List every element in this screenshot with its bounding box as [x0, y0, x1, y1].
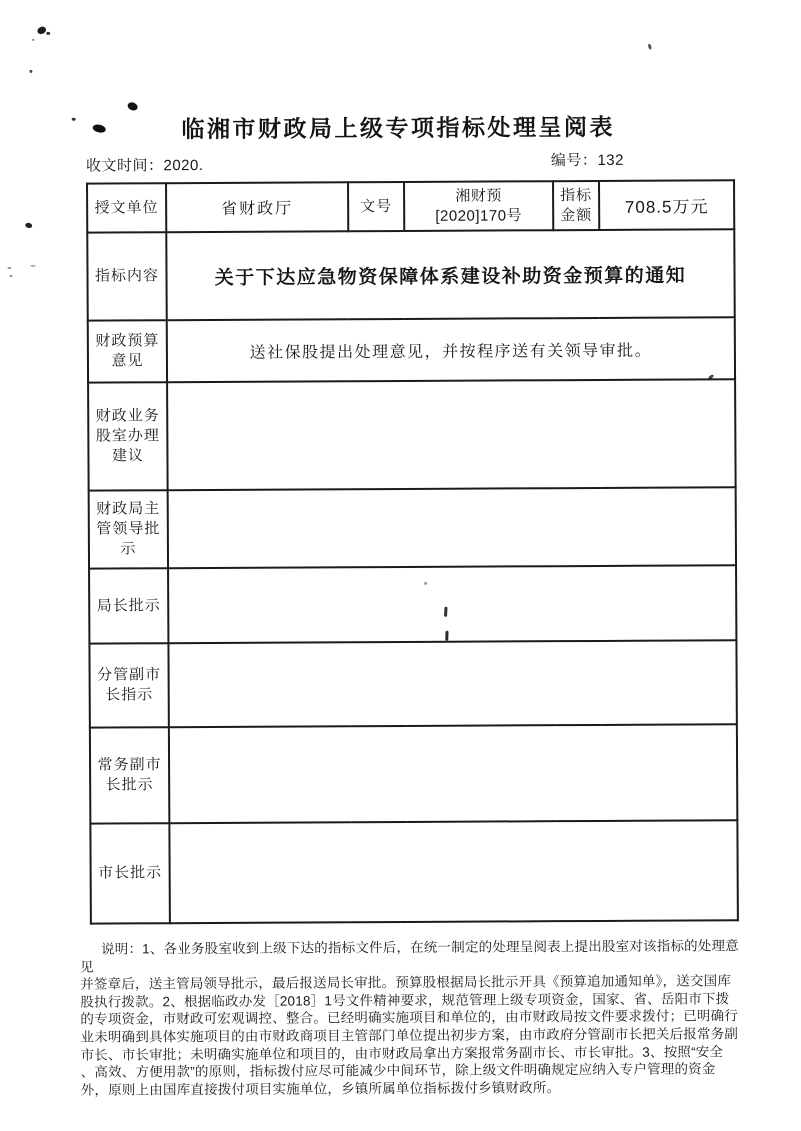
scan-speckle	[30, 265, 35, 267]
table-row	[89, 487, 736, 568]
notes-line: 说明：1、各业务股室收到上级下达的指标文件后，在统一制定的处理呈阅表上提出股室对该指标的处理意见	[80, 938, 739, 975]
cell-business-section-suggestion	[167, 379, 736, 490]
scan-speckle	[29, 70, 32, 73]
notes-line: 并签章后，送主管局领导批示，最后报送局长审批。预算股根据局长批示开具《预算追加通知单》，送交国库	[80, 973, 732, 992]
table-row	[87, 229, 734, 320]
label-budget-opinion: 财政预算 意见	[88, 320, 167, 382]
received-time-value: 2020.	[163, 157, 204, 175]
value-indicator-content: 关于下达应急物资保障体系建设补助资金预算的通知	[166, 229, 734, 320]
document-number-value: 132	[597, 151, 625, 169]
document-number	[551, 149, 624, 170]
label-business-section-suggestion: 财政业务 股室办理 建议	[88, 382, 168, 490]
cell-bureau-leader-instruction	[168, 487, 736, 568]
notes-line: 市长、市长审批；未明确实施单位和项目的，由市财政局拿出方案报常务副市长、市长审批。3、按照“安全	[80, 1043, 724, 1063]
page-title: 临湘市财政局上级专项指标处理呈阅表	[181, 113, 616, 143]
table-row	[88, 317, 735, 382]
document-number-label: 编号：	[550, 151, 598, 170]
notes-line: 股执行拨款。2、根据临政办发［2018］1号文件精神要求，规范管理上级专项资金，国家、省、岳阳市下拨	[80, 991, 730, 1010]
table-row	[90, 820, 738, 923]
notes-line: 业未明确到具体实施项目的由市财政商项目主管部门单位提出初步方案，由市政府分管副市长把关后报常务副	[80, 1026, 739, 1045]
notes-line: 、高效、方便用款”的原则，指标拨付应尽可能减少中间环节，除上级文件明确规定应纳入专户管理的资金	[80, 1061, 716, 1080]
scan-speckle	[32, 39, 34, 41]
cell-executive-deputy-mayor-instruction	[169, 724, 737, 823]
table-row	[89, 565, 736, 643]
notes-line: 的专项资金，市财政可宏观调控、整合。已经明确实施项目和单位的，由市财政局按文件要求拨付；已明确行	[80, 1008, 739, 1028]
label-executive-deputy-mayor-instruction: 常务副市 长批示	[90, 727, 170, 823]
label-issuing-unit: 授文单位	[87, 183, 166, 232]
table-row	[87, 180, 734, 232]
value-issuing-unit: 省财政厅	[166, 182, 348, 232]
notes-line: 外，原则上由国库直接拨付项目实施单位，乡镇所属单位指标拨付乡镇财政所。	[80, 1079, 561, 1098]
label-bureau-leader-instruction: 财政局主 管领导批 示	[89, 490, 168, 568]
value-indicator-amount: 708.5万元	[599, 180, 734, 230]
value-budget-opinion: 送社保股提出处理意见，并按程序送有关领导审批。	[167, 317, 735, 382]
cell-deputy-mayor-instruction	[168, 640, 736, 727]
cell-director-instruction	[168, 565, 736, 643]
table-row	[89, 640, 736, 727]
scan-speckle	[46, 32, 50, 35]
label-deputy-mayor-instruction: 分管副市 长指示	[89, 643, 168, 727]
label-doc-number: 文号	[348, 182, 404, 231]
table-row	[88, 379, 736, 490]
scan-speckle	[648, 43, 652, 50]
label-director-instruction: 局长批示	[89, 568, 168, 643]
scan-speckle	[7, 267, 11, 269]
scan-speckle	[25, 222, 33, 229]
label-mayor-instruction: 市长批示	[90, 823, 170, 923]
label-indicator-content: 指标内容	[87, 232, 166, 320]
scan-speckle	[10, 275, 13, 277]
review-form-table	[86, 179, 739, 924]
received-time	[86, 154, 204, 176]
notes-block	[80, 937, 753, 1099]
value-doc-number: 湘财预 [2020]170号	[404, 181, 553, 231]
label-indicator-amount: 指标 金额	[553, 181, 599, 230]
cell-mayor-instruction	[169, 820, 738, 923]
table-row	[90, 724, 737, 823]
received-time-label: 收文时间：	[85, 157, 164, 175]
